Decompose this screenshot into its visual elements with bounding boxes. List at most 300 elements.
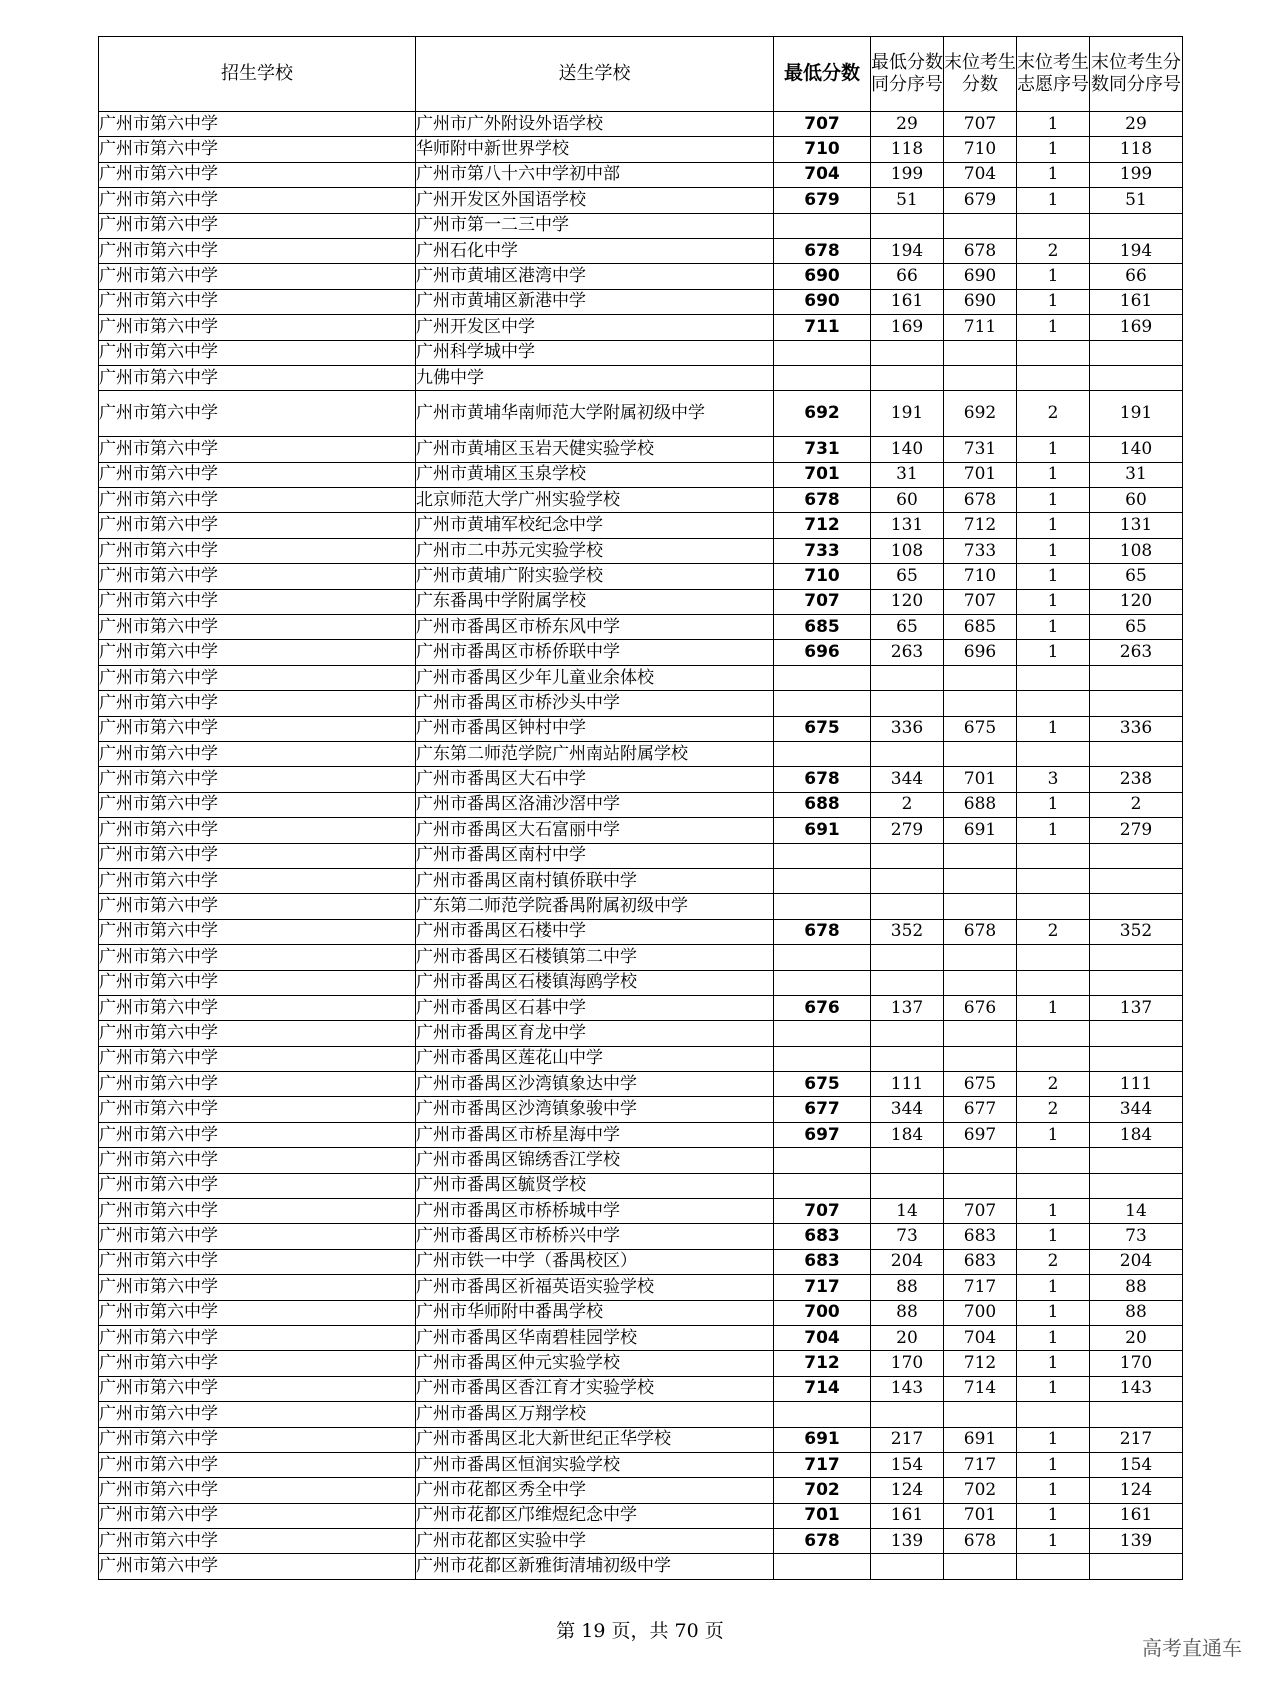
sending-school-cell: 广州市番禺区市桥桥兴中学	[416, 1224, 774, 1249]
min-score-tie-rank-cell: 191	[871, 391, 944, 437]
min-score-tie-rank-cell: 344	[871, 767, 944, 792]
last-candidate-score-cell: 690	[944, 264, 1017, 289]
last-candidate-preference-cell	[1017, 894, 1090, 919]
table-row	[99, 1503, 1183, 1528]
last-candidate-preference-cell	[1017, 1402, 1090, 1427]
min-score-tie-rank-cell: 336	[871, 716, 944, 741]
min-score-cell: 712	[774, 513, 871, 538]
last-candidate-score-cell: 678	[944, 488, 1017, 513]
sending-school-cell: 北京师范大学广州实验学校	[416, 488, 774, 513]
min-score-tie-rank-cell: 66	[871, 264, 944, 289]
last-candidate-tie-rank-cell	[1090, 868, 1183, 893]
min-score-cell: 691	[774, 1427, 871, 1452]
last-candidate-tie-rank-cell	[1090, 213, 1183, 238]
min-score-tie-rank-cell	[871, 1148, 944, 1173]
enrolling-school-cell: 广州市第六中学	[99, 1148, 416, 1173]
min-score-cell: 675	[774, 716, 871, 741]
last-candidate-preference-cell: 1	[1017, 640, 1090, 665]
min-score-cell	[774, 843, 871, 868]
sending-school-cell: 广州市番禺区大石中学	[416, 767, 774, 792]
last-candidate-preference-cell: 1	[1017, 1478, 1090, 1503]
last-candidate-tie-rank-cell: 31	[1090, 462, 1183, 487]
page-footer: 第 19 页，共 70 页	[556, 1620, 724, 1642]
sending-school-cell: 广州市广外附设外语学校	[416, 112, 774, 137]
last-candidate-preference-cell	[1017, 1554, 1090, 1579]
sending-school-cell: 广州市番禺区南村镇侨联中学	[416, 868, 774, 893]
last-candidate-preference-cell: 1	[1017, 1275, 1090, 1300]
last-candidate-tie-rank-cell: 199	[1090, 162, 1183, 187]
sending-school-cell: 广州市番禺区市桥东风中学	[416, 615, 774, 640]
enrolling-school-cell: 广州市第六中学	[99, 1427, 416, 1452]
last-candidate-tie-rank-cell: 184	[1090, 1122, 1183, 1147]
min-score-tie-rank-cell	[871, 691, 944, 716]
last-candidate-tie-rank-cell: 60	[1090, 488, 1183, 513]
last-candidate-score-cell: 704	[944, 1325, 1017, 1350]
min-score-cell	[774, 1402, 871, 1427]
watermark: 高考直通车	[1142, 1636, 1242, 1660]
min-score-cell: 688	[774, 792, 871, 817]
last-candidate-tie-rank-cell: 139	[1090, 1529, 1183, 1554]
last-candidate-preference-cell: 2	[1017, 1072, 1090, 1097]
last-candidate-score-cell	[944, 365, 1017, 390]
last-candidate-tie-rank-cell: 108	[1090, 538, 1183, 563]
last-candidate-score-cell	[944, 691, 1017, 716]
table-row	[99, 1300, 1183, 1325]
table-row	[99, 1325, 1183, 1350]
min-score-cell	[774, 868, 871, 893]
last-candidate-preference-cell	[1017, 970, 1090, 995]
min-score-cell: 701	[774, 1503, 871, 1528]
min-score-cell	[774, 741, 871, 766]
sending-school-cell: 广州市番禺区市桥星海中学	[416, 1122, 774, 1147]
header-enrolling-school: 招生学校	[99, 37, 416, 112]
sending-school-cell: 广州市花都区实验中学	[416, 1529, 774, 1554]
last-candidate-tie-rank-cell	[1090, 1173, 1183, 1198]
last-candidate-preference-cell: 1	[1017, 437, 1090, 462]
min-score-cell: 702	[774, 1478, 871, 1503]
min-score-cell: 717	[774, 1275, 871, 1300]
min-score-cell: 678	[774, 767, 871, 792]
last-candidate-score-cell: 701	[944, 1503, 1017, 1528]
last-candidate-score-cell: 692	[944, 391, 1017, 437]
min-score-cell: 691	[774, 818, 871, 843]
last-candidate-score-cell	[944, 1021, 1017, 1046]
last-candidate-tie-rank-cell: 279	[1090, 818, 1183, 843]
sending-school-cell: 广州市花都区新雅街清埔初级中学	[416, 1554, 774, 1579]
last-candidate-preference-cell	[1017, 340, 1090, 365]
min-score-cell	[774, 365, 871, 390]
table-row	[99, 1072, 1183, 1097]
last-candidate-tie-rank-cell: 154	[1090, 1452, 1183, 1477]
enrolling-school-cell: 广州市第六中学	[99, 137, 416, 162]
table-body	[99, 112, 1183, 1580]
min-score-tie-rank-cell: 31	[871, 462, 944, 487]
last-candidate-preference-cell: 1	[1017, 995, 1090, 1020]
last-candidate-preference-cell: 1	[1017, 716, 1090, 741]
enrolling-school-cell: 广州市第六中学	[99, 970, 416, 995]
table-row	[99, 716, 1183, 741]
last-candidate-score-cell	[944, 340, 1017, 365]
enrolling-school-cell: 广州市第六中学	[99, 1351, 416, 1376]
min-score-tie-rank-cell: 131	[871, 513, 944, 538]
enrolling-school-cell: 广州市第六中学	[99, 289, 416, 314]
sending-school-cell: 华师附中新世界学校	[416, 137, 774, 162]
last-candidate-score-cell	[944, 1148, 1017, 1173]
table-row	[99, 970, 1183, 995]
last-candidate-preference-cell: 1	[1017, 1376, 1090, 1401]
enrolling-school-cell: 广州市第六中学	[99, 868, 416, 893]
last-candidate-preference-cell: 1	[1017, 615, 1090, 640]
last-candidate-preference-cell: 1	[1017, 488, 1090, 513]
enrolling-school-cell: 广州市第六中学	[99, 1072, 416, 1097]
min-score-cell	[774, 945, 871, 970]
sending-school-cell: 广州市番禺区仲元实验学校	[416, 1351, 774, 1376]
sending-school-cell: 广东番禺中学附属学校	[416, 589, 774, 614]
last-candidate-score-cell: 712	[944, 513, 1017, 538]
table-row	[99, 818, 1183, 843]
table-row	[99, 1046, 1183, 1071]
min-score-cell: 677	[774, 1097, 871, 1122]
min-score-cell: 696	[774, 640, 871, 665]
last-candidate-preference-cell	[1017, 1173, 1090, 1198]
last-candidate-score-cell	[944, 1046, 1017, 1071]
min-score-tie-rank-cell: 352	[871, 919, 944, 944]
min-score-tie-rank-cell: 344	[871, 1097, 944, 1122]
enrolling-school-cell: 广州市第六中学	[99, 741, 416, 766]
sending-school-cell: 广州市黄埔华南师范大学附属初级中学	[416, 391, 774, 437]
min-score-cell: 704	[774, 162, 871, 187]
enrolling-school-cell: 广州市第六中学	[99, 1529, 416, 1554]
sending-school-cell: 广州市黄埔区玉泉学校	[416, 462, 774, 487]
min-score-tie-rank-cell	[871, 1554, 944, 1579]
last-candidate-preference-cell: 1	[1017, 137, 1090, 162]
min-score-cell: 678	[774, 919, 871, 944]
last-candidate-score-cell: 683	[944, 1249, 1017, 1274]
enrolling-school-cell: 广州市第六中学	[99, 1021, 416, 1046]
min-score-cell: 685	[774, 615, 871, 640]
enrolling-school-cell: 广州市第六中学	[99, 315, 416, 340]
last-candidate-tie-rank-cell	[1090, 945, 1183, 970]
min-score-tie-rank-cell: 161	[871, 289, 944, 314]
min-score-cell: 678	[774, 238, 871, 263]
header-sending-school: 送生学校	[416, 37, 774, 112]
sending-school-cell: 广州市番禺区钟村中学	[416, 716, 774, 741]
min-score-tie-rank-cell	[871, 945, 944, 970]
min-score-tie-rank-cell: 204	[871, 1249, 944, 1274]
last-candidate-preference-cell: 1	[1017, 112, 1090, 137]
last-candidate-score-cell: 685	[944, 615, 1017, 640]
last-candidate-preference-cell: 2	[1017, 238, 1090, 263]
last-candidate-score-cell	[944, 665, 1017, 690]
min-score-tie-rank-cell	[871, 340, 944, 365]
sending-school-cell: 广州市番禺区莲花山中学	[416, 1046, 774, 1071]
enrolling-school-cell: 广州市第六中学	[99, 238, 416, 263]
last-candidate-score-cell: 731	[944, 437, 1017, 462]
min-score-tie-rank-cell: 143	[871, 1376, 944, 1401]
table-row	[99, 640, 1183, 665]
enrolling-school-cell: 广州市第六中学	[99, 919, 416, 944]
min-score-cell	[774, 340, 871, 365]
last-candidate-tie-rank-cell: 88	[1090, 1275, 1183, 1300]
last-candidate-tie-rank-cell: 344	[1090, 1097, 1183, 1122]
min-score-cell	[774, 1554, 871, 1579]
last-candidate-tie-rank-cell: 88	[1090, 1300, 1183, 1325]
admission-table	[98, 36, 1183, 1580]
last-candidate-preference-cell: 2	[1017, 919, 1090, 944]
header-min-score: 最低分数	[774, 37, 871, 112]
header-last-candidate-score: 末位考生分数	[944, 37, 1017, 112]
min-score-tie-rank-cell	[871, 665, 944, 690]
last-candidate-score-cell: 707	[944, 1199, 1017, 1224]
sending-school-cell: 广州市番禺区香江育才实验学校	[416, 1376, 774, 1401]
last-candidate-preference-cell: 1	[1017, 315, 1090, 340]
last-candidate-preference-cell: 2	[1017, 391, 1090, 437]
min-score-cell: 714	[774, 1376, 871, 1401]
last-candidate-score-cell: 675	[944, 716, 1017, 741]
sending-school-cell: 广州市花都区秀全中学	[416, 1478, 774, 1503]
last-candidate-tie-rank-cell	[1090, 970, 1183, 995]
last-candidate-tie-rank-cell	[1090, 365, 1183, 390]
min-score-tie-rank-cell: 108	[871, 538, 944, 563]
last-candidate-score-cell: 697	[944, 1122, 1017, 1147]
last-candidate-score-cell: 701	[944, 462, 1017, 487]
table-row	[99, 741, 1183, 766]
last-candidate-preference-cell	[1017, 843, 1090, 868]
table-row	[99, 767, 1183, 792]
sending-school-cell: 广州市黄埔广附实验学校	[416, 564, 774, 589]
table-row	[99, 1427, 1183, 1452]
table-row	[99, 462, 1183, 487]
last-candidate-preference-cell: 1	[1017, 1325, 1090, 1350]
enrolling-school-cell: 广州市第六中学	[99, 1452, 416, 1477]
enrolling-school-cell: 广州市第六中学	[99, 995, 416, 1020]
last-candidate-tie-rank-cell	[1090, 665, 1183, 690]
enrolling-school-cell: 广州市第六中学	[99, 1224, 416, 1249]
last-candidate-score-cell: 691	[944, 818, 1017, 843]
table-row	[99, 1224, 1183, 1249]
min-score-tie-rank-cell: 124	[871, 1478, 944, 1503]
table-row	[99, 1478, 1183, 1503]
last-candidate-preference-cell: 1	[1017, 1452, 1090, 1477]
table-row	[99, 137, 1183, 162]
min-score-tie-rank-cell: 161	[871, 1503, 944, 1528]
table-row	[99, 589, 1183, 614]
table-row	[99, 1097, 1183, 1122]
enrolling-school-cell: 广州市第六中学	[99, 818, 416, 843]
min-score-tie-rank-cell: 170	[871, 1351, 944, 1376]
table-row	[99, 1249, 1183, 1274]
table-row	[99, 1173, 1183, 1198]
last-candidate-score-cell: 707	[944, 589, 1017, 614]
enrolling-school-cell: 广州市第六中学	[99, 365, 416, 390]
min-score-tie-rank-cell	[871, 843, 944, 868]
min-score-tie-rank-cell	[871, 365, 944, 390]
min-score-tie-rank-cell	[871, 1402, 944, 1427]
min-score-tie-rank-cell	[871, 1021, 944, 1046]
min-score-cell: 731	[774, 437, 871, 462]
table-row	[99, 1402, 1183, 1427]
min-score-tie-rank-cell: 199	[871, 162, 944, 187]
last-candidate-tie-rank-cell: 204	[1090, 1249, 1183, 1274]
table-row	[99, 162, 1183, 187]
last-candidate-tie-rank-cell	[1090, 843, 1183, 868]
min-score-tie-rank-cell	[871, 741, 944, 766]
last-candidate-score-cell: 717	[944, 1452, 1017, 1477]
last-candidate-preference-cell	[1017, 1046, 1090, 1071]
last-candidate-tie-rank-cell: 65	[1090, 564, 1183, 589]
min-score-tie-rank-cell: 51	[871, 188, 944, 213]
last-candidate-score-cell: 704	[944, 162, 1017, 187]
last-candidate-score-cell: 707	[944, 112, 1017, 137]
sending-school-cell: 广州开发区中学	[416, 315, 774, 340]
enrolling-school-cell: 广州市第六中学	[99, 894, 416, 919]
last-candidate-tie-rank-cell: 140	[1090, 437, 1183, 462]
enrolling-school-cell: 广州市第六中学	[99, 188, 416, 213]
enrolling-school-cell: 广州市第六中学	[99, 437, 416, 462]
last-candidate-tie-rank-cell: 137	[1090, 995, 1183, 1020]
last-candidate-score-cell: 702	[944, 1478, 1017, 1503]
min-score-tie-rank-cell	[871, 1046, 944, 1071]
min-score-tie-rank-cell: 88	[871, 1275, 944, 1300]
min-score-tie-rank-cell: 65	[871, 615, 944, 640]
sending-school-cell: 广东第二师范学院广州南站附属学校	[416, 741, 774, 766]
last-candidate-tie-rank-cell: 29	[1090, 112, 1183, 137]
min-score-cell: 711	[774, 315, 871, 340]
sending-school-cell: 广州市番禺区沙湾镇象达中学	[416, 1072, 774, 1097]
min-score-tie-rank-cell: 29	[871, 112, 944, 137]
last-candidate-preference-cell: 1	[1017, 564, 1090, 589]
min-score-tie-rank-cell: 139	[871, 1529, 944, 1554]
last-candidate-score-cell: 678	[944, 1529, 1017, 1554]
last-candidate-score-cell: 710	[944, 137, 1017, 162]
last-candidate-preference-cell: 1	[1017, 1503, 1090, 1528]
last-candidate-tie-rank-cell	[1090, 1402, 1183, 1427]
min-score-cell: 712	[774, 1351, 871, 1376]
table-row	[99, 1554, 1183, 1579]
min-score-tie-rank-cell: 73	[871, 1224, 944, 1249]
min-score-tie-rank-cell: 137	[871, 995, 944, 1020]
enrolling-school-cell: 广州市第六中学	[99, 1199, 416, 1224]
enrolling-school-cell: 广州市第六中学	[99, 1402, 416, 1427]
last-candidate-score-cell	[944, 970, 1017, 995]
last-candidate-score-cell: 678	[944, 919, 1017, 944]
enrolling-school-cell: 广州市第六中学	[99, 589, 416, 614]
sending-school-cell: 广州市番禺区沙湾镇象骏中学	[416, 1097, 774, 1122]
last-candidate-tie-rank-cell	[1090, 1554, 1183, 1579]
enrolling-school-cell: 广州市第六中学	[99, 767, 416, 792]
min-score-cell: 710	[774, 564, 871, 589]
min-score-tie-rank-cell: 279	[871, 818, 944, 843]
last-candidate-score-cell	[944, 843, 1017, 868]
min-score-tie-rank-cell: 118	[871, 137, 944, 162]
table-row	[99, 1021, 1183, 1046]
min-score-tie-rank-cell	[871, 213, 944, 238]
table-row	[99, 315, 1183, 340]
min-score-tie-rank-cell: 184	[871, 1122, 944, 1147]
last-candidate-tie-rank-cell: 65	[1090, 615, 1183, 640]
last-candidate-score-cell: 717	[944, 1275, 1017, 1300]
min-score-tie-rank-cell: 65	[871, 564, 944, 589]
enrolling-school-cell: 广州市第六中学	[99, 1325, 416, 1350]
table-row	[99, 995, 1183, 1020]
enrolling-school-cell: 广州市第六中学	[99, 945, 416, 970]
last-candidate-preference-cell: 1	[1017, 818, 1090, 843]
min-score-cell: 675	[774, 1072, 871, 1097]
table-row	[99, 437, 1183, 462]
last-candidate-score-cell: 712	[944, 1351, 1017, 1376]
last-candidate-tie-rank-cell: 111	[1090, 1072, 1183, 1097]
last-candidate-tie-rank-cell	[1090, 1021, 1183, 1046]
sending-school-cell: 广州市番禺区北大新世纪正华学校	[416, 1427, 774, 1452]
table-row	[99, 1452, 1183, 1477]
table-row	[99, 238, 1183, 263]
last-candidate-score-cell: 677	[944, 1097, 1017, 1122]
last-candidate-tie-rank-cell: 20	[1090, 1325, 1183, 1350]
last-candidate-preference-cell: 1	[1017, 538, 1090, 563]
last-candidate-tie-rank-cell: 169	[1090, 315, 1183, 340]
enrolling-school-cell: 广州市第六中学	[99, 112, 416, 137]
enrolling-school-cell: 广州市第六中学	[99, 340, 416, 365]
last-candidate-score-cell	[944, 1402, 1017, 1427]
last-candidate-preference-cell: 1	[1017, 1300, 1090, 1325]
last-candidate-tie-rank-cell: 170	[1090, 1351, 1183, 1376]
last-candidate-preference-cell	[1017, 1148, 1090, 1173]
min-score-cell: 690	[774, 264, 871, 289]
enrolling-school-cell: 广州市第六中学	[99, 665, 416, 690]
table-row	[99, 513, 1183, 538]
table-row	[99, 843, 1183, 868]
table-row	[99, 894, 1183, 919]
min-score-tie-rank-cell: 20	[871, 1325, 944, 1350]
sending-school-cell: 广州市番禺区华南碧桂园学校	[416, 1325, 774, 1350]
table-row	[99, 868, 1183, 893]
sending-school-cell: 广州市番禺区洛浦沙滘中学	[416, 792, 774, 817]
last-candidate-tie-rank-cell: 238	[1090, 767, 1183, 792]
last-candidate-tie-rank-cell: 217	[1090, 1427, 1183, 1452]
last-candidate-score-cell: 675	[944, 1072, 1017, 1097]
last-candidate-tie-rank-cell	[1090, 894, 1183, 919]
sending-school-cell: 广州市番禺区少年儿童业余体校	[416, 665, 774, 690]
table-row	[99, 391, 1183, 437]
last-candidate-preference-cell: 1	[1017, 1122, 1090, 1147]
table-row	[99, 488, 1183, 513]
last-candidate-score-cell	[944, 945, 1017, 970]
sending-school-cell: 广州市番禺区锦绣香江学校	[416, 1148, 774, 1173]
sending-school-cell: 广州市番禺区大石富丽中学	[416, 818, 774, 843]
sending-school-cell: 广州市黄埔军校纪念中学	[416, 513, 774, 538]
last-candidate-score-cell: 710	[944, 564, 1017, 589]
enrolling-school-cell: 广州市第六中学	[99, 513, 416, 538]
min-score-cell: 692	[774, 391, 871, 437]
table-row	[99, 1529, 1183, 1554]
sending-school-cell: 广州市番禺区石楼镇第二中学	[416, 945, 774, 970]
min-score-tie-rank-cell: 217	[871, 1427, 944, 1452]
last-candidate-tie-rank-cell: 51	[1090, 188, 1183, 213]
table-row	[99, 792, 1183, 817]
last-candidate-score-cell	[944, 868, 1017, 893]
last-candidate-score-cell: 676	[944, 995, 1017, 1020]
min-score-tie-rank-cell	[871, 1173, 944, 1198]
enrolling-school-cell: 广州市第六中学	[99, 264, 416, 289]
last-candidate-preference-cell: 2	[1017, 1249, 1090, 1274]
sending-school-cell: 广州市铁一中学（番禺校区）	[416, 1249, 774, 1274]
last-candidate-tie-rank-cell: 118	[1090, 137, 1183, 162]
enrolling-school-cell: 广州市第六中学	[99, 1503, 416, 1528]
enrolling-school-cell: 广州市第六中学	[99, 162, 416, 187]
sending-school-cell: 广州开发区外国语学校	[416, 188, 774, 213]
last-candidate-tie-rank-cell: 161	[1090, 1503, 1183, 1528]
table-row	[99, 945, 1183, 970]
